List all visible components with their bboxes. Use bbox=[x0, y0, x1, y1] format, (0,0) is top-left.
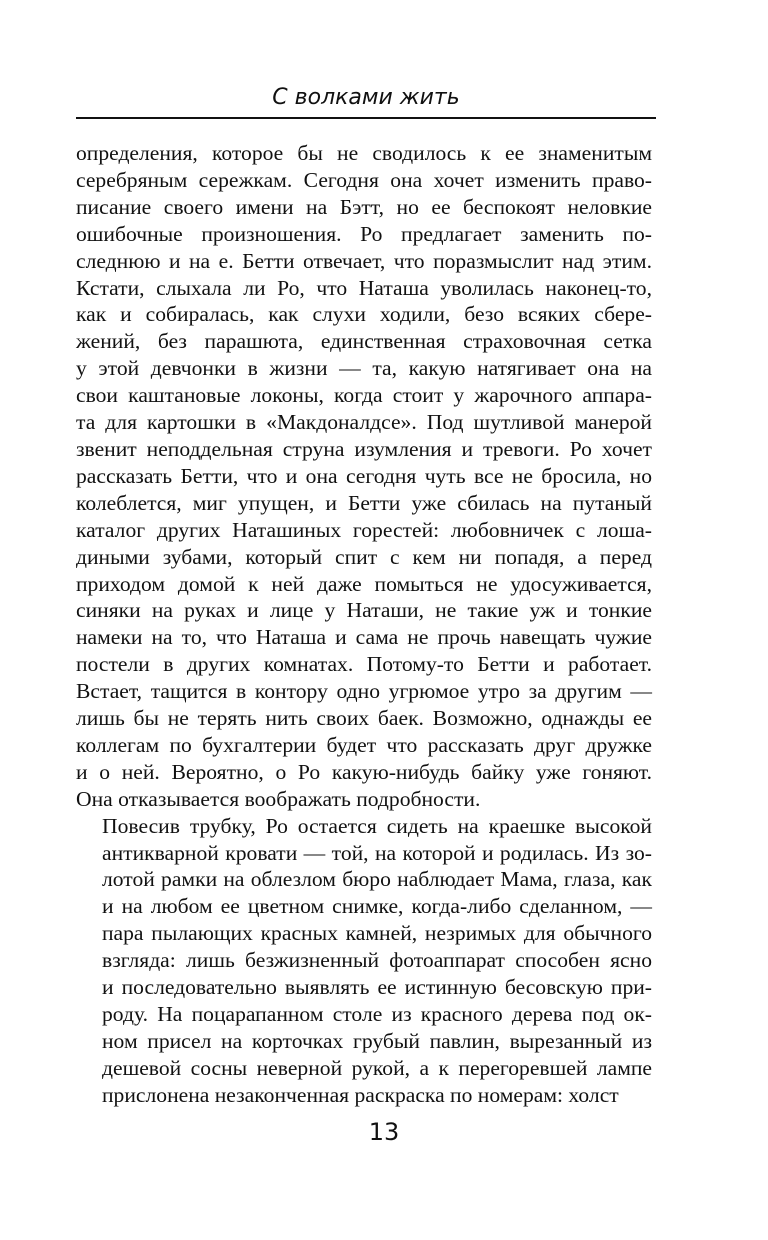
text-line: каталог других Наташиных горестей: любовничек с лоша- bbox=[76, 517, 652, 542]
text-line: Повесив трубку, Ро остается сидеть на краешке высокой bbox=[102, 813, 652, 838]
text-line: следнюю и на е. Бетти отвечает, что поразмыслит над этим. bbox=[76, 248, 652, 273]
text-line: взгляда: лишь безжизненный фотоаппарат способен ясно bbox=[102, 948, 652, 973]
text-line: роду. На поцарапанном столе из красного дерева под ок- bbox=[102, 1002, 652, 1026]
text-line: прислонена незаконченная раскраска по номерам: холст bbox=[102, 1082, 619, 1107]
text-line: рассказать Бетти, что и она сегодня чуть все не бросила, но bbox=[76, 463, 652, 488]
text-line: определения, которое бы не сводилось к ее знаменитым bbox=[76, 141, 652, 165]
text-line: антикварной кровати — той, на которой и родилась. Из зо- bbox=[102, 840, 652, 865]
paragraph bbox=[76, 813, 652, 1109]
body-text bbox=[76, 140, 652, 1109]
text-line: пара пылающих красных камней, незримых для обычного bbox=[102, 921, 652, 946]
paragraph bbox=[76, 140, 652, 813]
text-line: серебряным сережкам. Сегодня она хочет изменить право- bbox=[76, 167, 652, 192]
text-line: и о ней. Вероятно, о Ро какую-нибудь байку уже гоняют. bbox=[76, 759, 652, 784]
text-line: жений, без парашюта, единственная страховочная сетка bbox=[76, 329, 652, 354]
text-line: дешевой сосны неверной рукой, а к перегоревшей лампе bbox=[102, 1055, 652, 1080]
header-rule bbox=[76, 117, 656, 119]
text-line: синяки на руках и лице у Наташи, не такие уж и тонкие bbox=[76, 598, 652, 623]
text-line: ном присел на корточках грубый павлин, вырезанный из bbox=[102, 1028, 652, 1053]
text-line: звенит неподдельная струна изумления и тревоги. Ро хочет bbox=[76, 436, 652, 461]
text-line: постели в других комнатах. Потому-то Бетти и работает. bbox=[76, 652, 652, 677]
text-line: диными зубами, который спит с кем ни попадя, а перед bbox=[76, 544, 652, 569]
text-line: и последовательно выявлять ее истинную бесовскую при- bbox=[102, 975, 652, 1000]
text-line: свои каштановые локоны, когда стоит у жарочного аппара- bbox=[76, 383, 652, 408]
text-line: ошибочные произношения. Ро предлагает заменить по- bbox=[76, 221, 652, 246]
text-line: у этой девчонки в жизни — та, какую натягивает она на bbox=[76, 356, 652, 381]
text-line: писание своего имени на Бэтт, но ее беспокоят неловкие bbox=[76, 194, 652, 219]
text-line: коллегам по бухгалтерии будет что рассказать друг дружке bbox=[76, 732, 652, 757]
text-line: приходом домой к ней даже помыться не удосуживается, bbox=[76, 571, 652, 596]
running-title: С волками жить bbox=[272, 85, 460, 110]
text-line: намеки на то, что Наташа и сама не прочь навещать чужие bbox=[76, 625, 652, 650]
text-line: лотой рамки на облезлом бюро наблюдает Мама, глаза, как bbox=[102, 867, 652, 892]
text-line: Встает, тащится в контору одно угрюмое утро за другим — bbox=[76, 679, 652, 704]
text-line: та для картошки в «Макдоналдсе». Под шутливой манерой bbox=[76, 410, 652, 435]
text-line: лишь бы не терять нить своих баек. Возможно, однажды ее bbox=[76, 706, 652, 731]
text-line: Она отказывается воображать подробности. bbox=[76, 786, 481, 811]
text-line: колеблется, миг упущен, и Бетти уже сбилась на путаный bbox=[76, 490, 652, 515]
text-line: как и собиралась, как слухи ходили, безо всяких сбере- bbox=[76, 302, 652, 327]
page-number: 13 bbox=[368, 1118, 400, 1146]
text-line: и на любом ее цветном снимке, когда-либо сделанном, — bbox=[102, 894, 652, 919]
text-line: Кстати, слыхала ли Ро, что Наташа уволилась наконец-то, bbox=[76, 275, 652, 300]
